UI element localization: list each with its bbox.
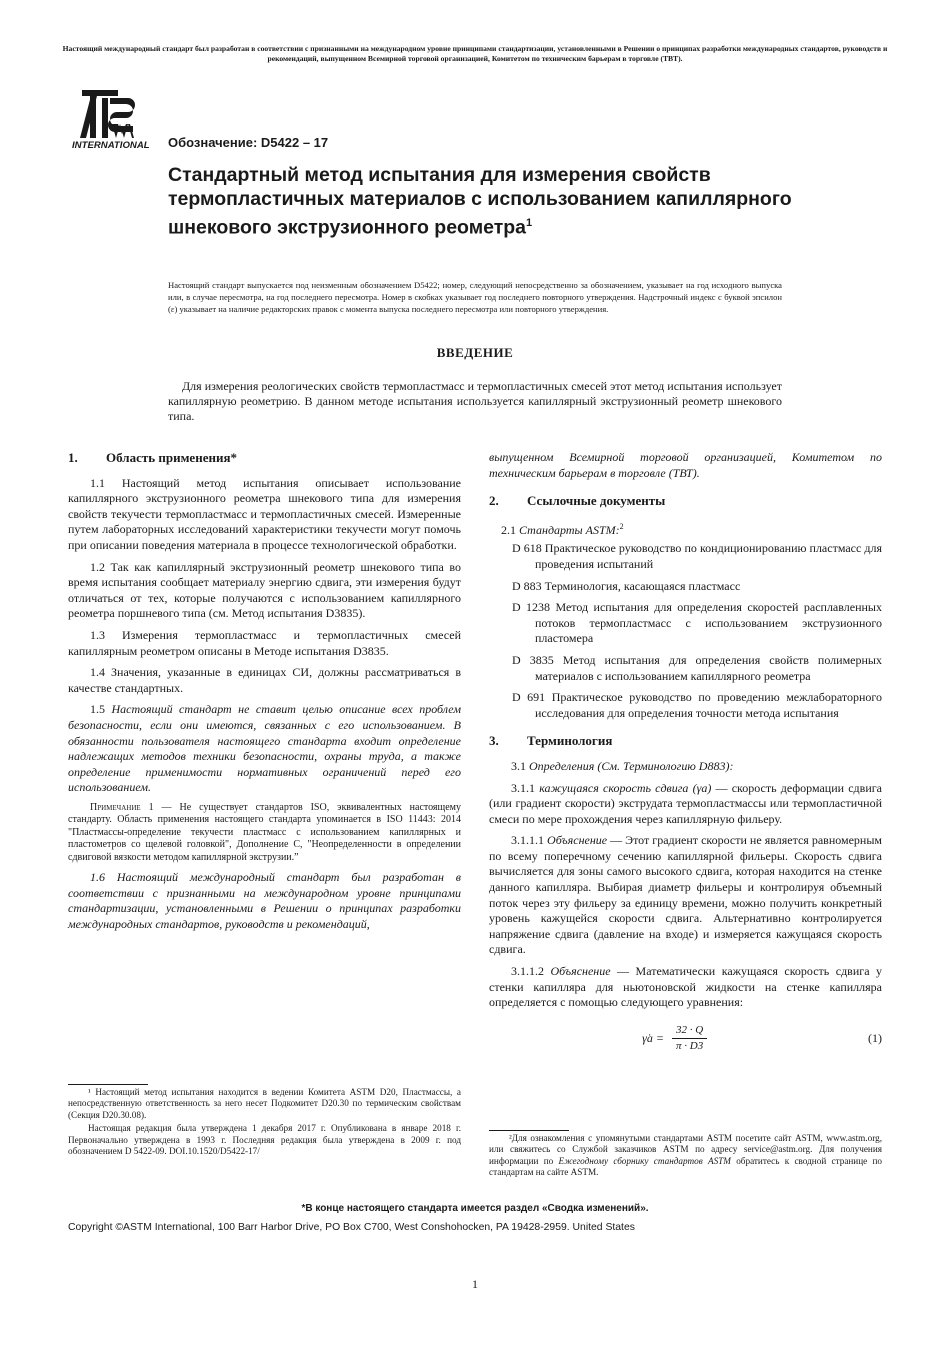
paragraph-1-1: 1.1 Настоящий метод испытания описывает использование капиллярного экструзионного реометра шнекового типа для измерения свойств текучести термопластмасс и термопластичных смесей. Измеренные путем лабораторных исследований характеристики текучести могут помочь при описании поведения материала в процессе технологической обработки. <box>68 475 461 552</box>
reference-d3835: D 3835 Метод испытания для определения свойств полимерных материалов с использованием капиллярного реометра <box>512 652 882 683</box>
reference-d691: D 691 Практическое руководство по проведению межлабораторного исследования для определения точности метода испытания <box>512 690 882 720</box>
paragraph-1-4: 1.4 Значения, указанные в единицах СИ, должны рассматриваться в качестве стандартных. <box>68 665 461 695</box>
issue-note: Настоящий стандарт выпускается под неизменным обозначением D5422; номер, следующий непосредственно за обозначением, указывает на год исходного выпуска или, в случае пересмотра, на год последнего пересмотра. Номер в скобках указывает год последнего повторного утверждения. Надстрочный индекс с буквой эпсилон (ε) указывает на наличие редакторских правок с момента выпуска последнего пересмотра или повторного утверждения. <box>168 280 782 314</box>
introduction-heading: ВВЕДЕНИЕ <box>436 345 514 360</box>
paragraph-1-3: 1.3 Измерения термопластмасс и термопластичных смесей капиллярным реометром описаны в Методе испытания D3835. <box>68 627 461 658</box>
astm-logo <box>72 84 156 150</box>
astm-monogram-icon <box>80 90 135 138</box>
footnote-2 <box>489 1130 882 1181</box>
equation-fraction <box>672 1023 707 1055</box>
paragraph-2-1: 2.1 Стандарты ASTM:$^2$ <box>501 521 624 537</box>
international-standard-notice: Настоящий международный стандарт был разработан в соответствии с признанными на международном уровне принципами стандартизации, установленными в Решении о принципах разработки международных стандартов, руководств и рекомендаций, выпущенном Всемирной торговой организацией, Комитетом по техническим барьерам в торговле (ТВТ). <box>62 44 888 63</box>
paragraph-3-1-1: 3.1.1 кажущаяся скорость сдвига (γa) — скорость деформации сдвига (или градиент скорости) экструдата термопластмассы или термопластичной смеси по мере прохождения через капиллярную фильеру. <box>489 780 882 826</box>
paragraph-1-6: 1.6 Настоящий международный стандарт был разработан в соответствии с признанными на международном уровне принципами стандартизации, установленными в Решении о принципах разработки международных стандартов, руководств и рекомендаций, <box>68 869 461 931</box>
paragraph-3-1: 3.1 Определения (См. Терминологию D883): <box>511 758 734 773</box>
introduction-text: Для измерения реологических свойств термопластмасс и термопластичных смесей этот метод испытания использует капиллярную реометрию. В данном методе испытания используется капиллярный экструзионный реометр шнекового типа. <box>168 379 782 424</box>
note-1: Примечание 1 — Не существует стандартов ISO, эквивалентных настоящему стандарту. Область применения настоящего стандарта упоминается в ISO 11443: 2014 "Пластмассы-определение текучести пластмасс с использованием капиллярных и пластометров со щелевой головкой", Дополнение С, "Неопределенности в определении сдвиговой вязкости методом капиллярной экструзии.” <box>68 801 461 863</box>
document-title <box>168 163 808 240</box>
paragraph-1-6-continued: выпущенном Всемирной торговой организацией, Комитетом по техническим барьерам в торговле (ТВТ). <box>489 450 882 480</box>
logo-wordmark: INTERNATIONAL <box>72 140 150 150</box>
reference-d1238: D 1238 Метод испытания для определения скоростей расплавленных потоков термопластмасс с использованием экструзионного пластомера <box>512 600 882 646</box>
equation-label: (1) <box>868 1031 882 1046</box>
equation-numerator: 32 · Q <box>672 1023 707 1040</box>
section-2-heading: 2. Ссылочные документы <box>489 493 666 509</box>
footnote-rule <box>68 1084 148 1085</box>
right-column <box>489 450 882 1067</box>
document-designation: Обозначение: D5422 – 17 <box>168 135 329 150</box>
footnote-1 <box>68 1084 461 1159</box>
paragraph-1-2: 1.2 Так как капиллярный экструзионный реометр шнекового типа во время испытания сообщает материалу энергию сдвига, эти измерения будут отличаться от тех, которые получаются с использованием капиллярного реометра поршневого типа (см. Метод испытания D3835). <box>68 559 461 621</box>
copyright-line: Copyright ©ASTM International, 100 Barr Harbor Drive, PO Box C700, West Conshohocken, PA 19428-2959. United States <box>68 1222 635 1233</box>
page-number: 1 <box>472 1277 478 1291</box>
reference-d618: D 618 Практическое руководство по кондиционированию пластмасс для проведения испытаний <box>512 541 882 571</box>
footnote-1-committee: ¹ Настоящий метод испытания находится в ведении Комитета ASTM D20, Пластмассы, а непосредственную ответственность за него несет Подкомитет D20.30 по термическим свойствам (Секция D20.30.08). <box>68 1087 461 1120</box>
equation-1 <box>489 1023 882 1055</box>
paragraph-3-1-1-1: 3.1.1.1 Объяснение — Этот градиент скорости не является равномерным по всему поперечному сечению капиллярной фильеры. Скорость сдвига вычисляется для зоны самого высокого сдвига, которая находится на стенке данного капилляра. Выбирая диаметр фильеры и контролируя объемный поток через эту фильеру за единицу времени, можно получить конкретный уровень кажущейся скорости сдвига. Альтернативно контролируется напряжение сдвига (давление на входе) и измеряется кажущаяся скорость сдвига. <box>489 833 883 957</box>
left-column <box>68 450 461 938</box>
paragraph-1-5: 1.5 Настоящий стандарт не ставит целью описание всех проблем безопасности, если они имеются, связанных с его использованием. В обязанности пользователя настоящего стандарта входит определение надлежащих методов техники безопасности, охраны труда, а также определение применимости нормативных ограничений перед его использованием. <box>68 702 461 795</box>
title-footnote-ref: 1 <box>526 217 533 229</box>
summary-of-changes-note: *В конце настоящего стандарта имеется раздел «Сводка изменений». <box>301 1203 649 1214</box>
reference-d883: D 883 Терминология, касающаяся пластмасс <box>512 578 741 593</box>
equation-lhs: γ̇a = <box>642 1031 664 1046</box>
footnote-1-edition: Настоящая редакция была утверждена 1 декабря 2017 г. Опубликована в январе 2018 г. Первоначально утверждена в 1993 г. Последняя редакция была утверждена в 2009 г. под обозначением D 5422-09. DOI.10.1520/D5422-17/ <box>68 1123 461 1157</box>
section-1-heading: 1. Область применения* <box>68 450 237 465</box>
equation-denominator: π · D3 <box>675 1040 704 1053</box>
paragraph-3-1-1-2: 3.1.1.2 Объяснение — Математически кажущаяся скорость сдвига у стенки капилляра для ньютоновской жидкости на стенке капилляра определяется с помощью следующего уравнения: <box>489 964 882 1010</box>
footnote-2-text: ²Для ознакомления с упомянутыми стандартами ASTM посетите сайт ASTM, www.astm.org, или свяжитесь со Службой заказчиков ASTM по адресу service@astm.org. Для получения информации по Ежегодному сборнику стандартов ASTM обратитесь к сводной странице по стандартам на сайте ASTM. <box>489 1133 883 1178</box>
footnote-rule <box>489 1130 569 1131</box>
section-3-heading: 3. Терминология <box>489 733 613 749</box>
document-title-text: Стандартный метод испытания для измерения свойств термопластичных материалов с использованием капиллярного шнекового экструзионного реометра <box>168 164 792 239</box>
